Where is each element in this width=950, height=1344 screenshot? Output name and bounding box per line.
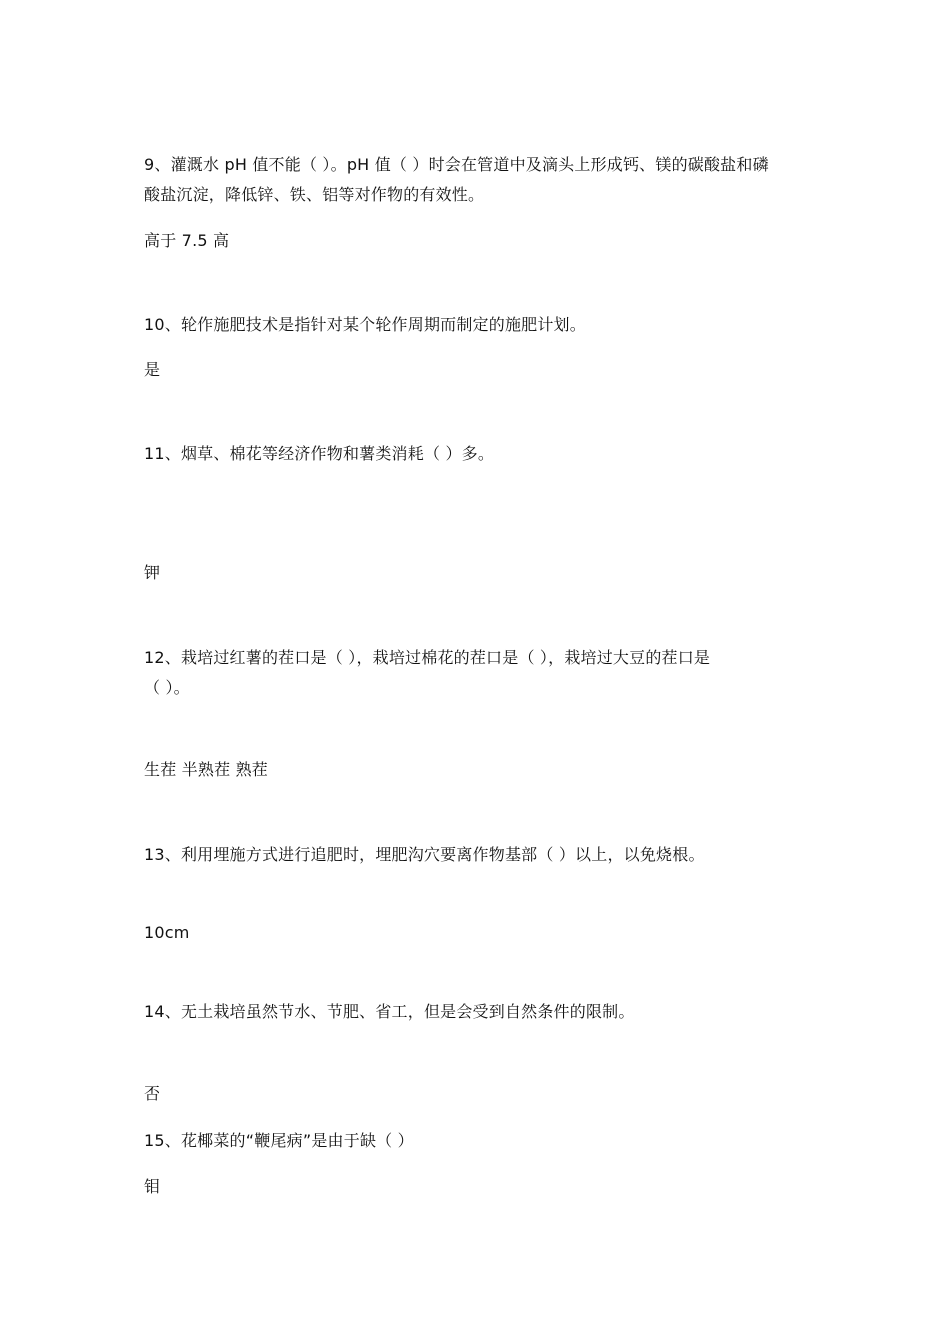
answer-10: 是 xyxy=(144,360,161,379)
question-12-line-2: （ ）。 xyxy=(144,678,190,697)
question-9-line-2: 酸盐沉淀，降低锌、铁、铝等对作物的有效性。 xyxy=(144,185,485,204)
question-11-line-1: 11、烟草、棉花等经济作物和薯类消耗（ ）多。 xyxy=(144,444,495,463)
answer-12: 生茬 半熟茬 熟茬 xyxy=(144,760,268,779)
answer-14: 否 xyxy=(144,1084,161,1103)
question-13-line-1: 13、利用埋施方式进行追肥时，埋肥沟穴要离作物基部（ ）以上，以免烧根。 xyxy=(144,845,705,864)
answer-11: 钾 xyxy=(144,563,161,582)
answer-13: 10cm xyxy=(144,923,190,942)
question-9-line-1: 9、灌溉水 pH 值不能（ ）。pH 值（ ）时会在管道中及滴头上形成钙、镁的碳酸盐和磷 xyxy=(144,155,769,174)
answer-15: 钼 xyxy=(144,1177,161,1196)
question-12-line-1: 12、栽培过红薯的茬口是（ ），栽培过棉花的茬口是（ ），栽培过大豆的茬口是 xyxy=(144,648,711,667)
question-10-line-1: 10、轮作施肥技术是指针对某个轮作周期而制定的施肥计划。 xyxy=(144,315,586,334)
question-15-line-1: 15、花椰菜的“鞭尾病”是由于缺（ ） xyxy=(144,1131,414,1150)
answer-9: 高于 7.5 高 xyxy=(144,231,230,250)
question-14-line-1: 14、无土栽培虽然节水、节肥、省工，但是会受到自然条件的限制。 xyxy=(144,1002,635,1021)
